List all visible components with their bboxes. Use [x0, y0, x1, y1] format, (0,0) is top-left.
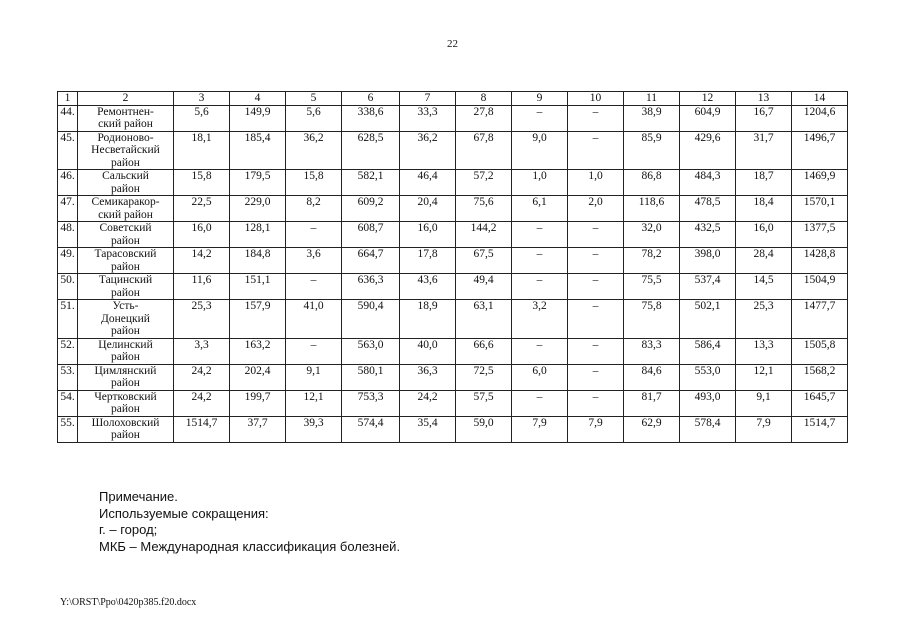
value-cell: 16,0 [736, 222, 792, 248]
value-cell: 179,5 [230, 170, 286, 196]
value-cell: 20,4 [400, 196, 456, 222]
value-cell: 1377,5 [792, 222, 848, 248]
value-cell: 609,2 [342, 196, 400, 222]
district-name [78, 364, 174, 390]
column-header: 12 [680, 92, 736, 106]
value-cell: 586,4 [680, 338, 736, 364]
value-cell: – [512, 274, 568, 300]
value-cell: 15,8 [174, 170, 230, 196]
value-cell: 31,7 [736, 131, 792, 170]
value-cell: 18,4 [736, 196, 792, 222]
column-header: 14 [792, 92, 848, 106]
value-cell: 6,1 [512, 196, 568, 222]
value-cell: 128,1 [230, 222, 286, 248]
value-cell: 628,5 [342, 131, 400, 170]
value-cell: 7,9 [736, 416, 792, 442]
value-cell: 43,6 [400, 274, 456, 300]
district-name-line: Сальский [102, 170, 149, 182]
value-cell: 563,0 [342, 338, 400, 364]
notes-line: МКБ – Международная классификация болезней. [99, 538, 401, 554]
value-cell: 24,2 [174, 364, 230, 390]
district-name-line: район [111, 429, 140, 441]
value-cell: 1204,6 [792, 105, 848, 131]
row-number: 51. [58, 300, 78, 339]
value-cell: 1568,2 [792, 364, 848, 390]
statistics-table [57, 91, 848, 443]
value-cell: 12,1 [286, 390, 342, 416]
value-cell: 63,1 [456, 300, 512, 339]
value-cell: 118,6 [624, 196, 680, 222]
value-cell: – [568, 338, 624, 364]
value-cell: 57,5 [456, 390, 512, 416]
value-cell: 32,0 [624, 222, 680, 248]
value-cell: 1477,7 [792, 300, 848, 339]
column-header: 1 [58, 92, 78, 106]
value-cell: 580,1 [342, 364, 400, 390]
district-name-line: район [111, 286, 140, 299]
notes-block [99, 489, 400, 555]
value-cell: 1,0 [512, 170, 568, 196]
row-number: 55. [58, 416, 78, 442]
value-cell: 15,8 [286, 170, 342, 196]
table-row [58, 416, 848, 442]
value-cell: – [512, 390, 568, 416]
table-row [58, 274, 848, 300]
row-number: 53. [58, 364, 78, 390]
value-cell: – [286, 274, 342, 300]
table-row [58, 338, 848, 364]
table-row [58, 222, 848, 248]
value-cell: 46,4 [400, 170, 456, 196]
value-cell: 151,1 [230, 274, 286, 300]
value-cell: 5,6 [174, 105, 230, 131]
district-name-line: район [111, 403, 140, 415]
value-cell: 38,9 [624, 105, 680, 131]
row-number: 46. [58, 170, 78, 196]
district-name-line: Шолоховский [91, 416, 160, 429]
district-name-line: Несветайский [91, 144, 160, 156]
district-name [78, 300, 174, 339]
table-row [58, 248, 848, 274]
district-name-line: ский район [98, 208, 153, 221]
table-row [58, 196, 848, 222]
value-cell: 185,4 [230, 131, 286, 170]
value-cell: 78,2 [624, 248, 680, 274]
column-header: 5 [286, 92, 342, 106]
value-cell: 636,3 [342, 274, 400, 300]
table-row [58, 131, 848, 170]
column-header: 8 [456, 92, 512, 106]
table-header-row [58, 92, 848, 106]
value-cell: 13,3 [736, 338, 792, 364]
notes-title: Примечание. [99, 489, 178, 504]
value-cell: 18,7 [736, 170, 792, 196]
value-cell: 72,5 [456, 364, 512, 390]
value-cell: 608,7 [342, 222, 400, 248]
value-cell: 37,7 [230, 416, 286, 442]
value-cell: – [568, 300, 624, 339]
district-name [78, 416, 174, 442]
value-cell: 553,0 [680, 364, 736, 390]
table-row [58, 170, 848, 196]
value-cell: 6,0 [512, 364, 568, 390]
value-cell: 5,6 [286, 105, 342, 131]
column-header: 11 [624, 92, 680, 106]
district-name [78, 338, 174, 364]
district-name-line: Усть- [112, 300, 139, 312]
value-cell: 1514,7 [174, 416, 230, 442]
column-header: 2 [78, 92, 174, 106]
value-cell: – [568, 131, 624, 170]
value-cell: 2,0 [568, 196, 624, 222]
value-cell: 16,7 [736, 105, 792, 131]
notes-line: г. – город; [99, 522, 158, 537]
table-body [58, 105, 848, 442]
value-cell: 184,8 [230, 248, 286, 274]
value-cell: – [512, 105, 568, 131]
value-cell: 493,0 [680, 390, 736, 416]
value-cell: 14,5 [736, 274, 792, 300]
column-header: 9 [512, 92, 568, 106]
value-cell: 8,2 [286, 196, 342, 222]
value-cell: 27,8 [456, 105, 512, 131]
value-cell: 1428,8 [792, 248, 848, 274]
value-cell: 9,1 [736, 390, 792, 416]
value-cell: – [512, 338, 568, 364]
value-cell: 22,5 [174, 196, 230, 222]
column-header: 6 [342, 92, 400, 106]
value-cell: 11,6 [174, 274, 230, 300]
district-name-line: Ремонтнен- [97, 105, 154, 118]
value-cell: 62,9 [624, 416, 680, 442]
district-name-line: Чертковский [94, 390, 157, 403]
district-name-line: Семикаракор- [91, 196, 160, 208]
district-name [78, 222, 174, 248]
value-cell: – [568, 248, 624, 274]
district-name-line: район [111, 351, 140, 363]
value-cell: 39,3 [286, 416, 342, 442]
district-name-line: Цимлянский [94, 364, 157, 377]
value-cell: – [512, 248, 568, 274]
value-cell: 7,9 [512, 416, 568, 442]
value-cell: 1570,1 [792, 196, 848, 222]
value-cell: 149,9 [230, 105, 286, 131]
value-cell: 9,1 [286, 364, 342, 390]
value-cell: 202,4 [230, 364, 286, 390]
column-header: 4 [230, 92, 286, 106]
district-name-line: Тацинский [98, 274, 153, 286]
value-cell: 40,0 [400, 338, 456, 364]
value-cell: 604,9 [680, 105, 736, 131]
district-name-line: Советский [99, 222, 152, 234]
column-header: 3 [174, 92, 230, 106]
value-cell: 1,0 [568, 170, 624, 196]
value-cell: 75,5 [624, 274, 680, 300]
table-row [58, 300, 848, 339]
row-number: 47. [58, 196, 78, 222]
value-cell: 9,0 [512, 131, 568, 170]
value-cell: 49,4 [456, 274, 512, 300]
value-cell: 36,3 [400, 364, 456, 390]
value-cell: – [512, 222, 568, 248]
value-cell: 3,3 [174, 338, 230, 364]
table-row [58, 105, 848, 131]
row-number: 52. [58, 338, 78, 364]
value-cell: 1505,8 [792, 338, 848, 364]
value-cell: 18,9 [400, 300, 456, 339]
footer-file-path: Y:\ORST\Ppo\0420p385.f20.docx [60, 597, 197, 608]
value-cell: 578,4 [680, 416, 736, 442]
value-cell: 59,0 [456, 416, 512, 442]
district-name-line: район [111, 377, 140, 389]
district-name-line: Родионово- [97, 131, 154, 144]
district-name [78, 105, 174, 131]
value-cell: 590,4 [342, 300, 400, 339]
district-name [78, 248, 174, 274]
value-cell: 17,8 [400, 248, 456, 274]
value-cell: 1645,7 [792, 390, 848, 416]
value-cell: 36,2 [286, 131, 342, 170]
value-cell: 14,2 [174, 248, 230, 274]
value-cell: 36,2 [400, 131, 456, 170]
value-cell: 502,1 [680, 300, 736, 339]
value-cell: 3,6 [286, 248, 342, 274]
value-cell: 57,2 [456, 170, 512, 196]
value-cell: 18,1 [174, 131, 230, 170]
value-cell: 12,1 [736, 364, 792, 390]
row-number: 50. [58, 274, 78, 300]
value-cell: 582,1 [342, 170, 400, 196]
value-cell: 753,3 [342, 390, 400, 416]
row-number: 54. [58, 390, 78, 416]
value-cell: – [568, 274, 624, 300]
district-name-line: район [111, 260, 140, 273]
value-cell: 84,6 [624, 364, 680, 390]
value-cell: 86,8 [624, 170, 680, 196]
value-cell: 35,4 [400, 416, 456, 442]
value-cell: – [568, 105, 624, 131]
value-cell: 83,3 [624, 338, 680, 364]
value-cell: 199,7 [230, 390, 286, 416]
value-cell: 144,2 [456, 222, 512, 248]
row-number: 48. [58, 222, 78, 248]
district-name-line: ский район [98, 118, 153, 130]
value-cell: 25,3 [736, 300, 792, 339]
district-name-line: район [111, 325, 140, 337]
district-name-line: Донецкий [101, 312, 150, 325]
row-number: 44. [58, 105, 78, 131]
value-cell: – [568, 222, 624, 248]
value-cell: 67,8 [456, 131, 512, 170]
value-cell: 33,3 [400, 105, 456, 131]
value-cell: 163,2 [230, 338, 286, 364]
value-cell: 574,4 [342, 416, 400, 442]
value-cell: 398,0 [680, 248, 736, 274]
column-header: 13 [736, 92, 792, 106]
value-cell: 75,8 [624, 300, 680, 339]
value-cell: 1504,9 [792, 274, 848, 300]
district-name-line: район [111, 234, 140, 247]
district-name [78, 196, 174, 222]
value-cell: 229,0 [230, 196, 286, 222]
column-header: 7 [400, 92, 456, 106]
column-header: 10 [568, 92, 624, 106]
district-name-line: район [111, 156, 140, 169]
value-cell: 1514,7 [792, 416, 848, 442]
value-cell: 338,6 [342, 105, 400, 131]
value-cell: 41,0 [286, 300, 342, 339]
value-cell: 7,9 [568, 416, 624, 442]
district-name-line: Целинский [98, 338, 153, 351]
value-cell: 664,7 [342, 248, 400, 274]
table-row [58, 390, 848, 416]
value-cell: 3,2 [512, 300, 568, 339]
value-cell: 478,5 [680, 196, 736, 222]
value-cell: 537,4 [680, 274, 736, 300]
district-name [78, 390, 174, 416]
value-cell: – [286, 222, 342, 248]
value-cell: 25,3 [174, 300, 230, 339]
value-cell: 81,7 [624, 390, 680, 416]
page-number: 22 [447, 38, 458, 50]
value-cell: 67,5 [456, 248, 512, 274]
value-cell: 1496,7 [792, 131, 848, 170]
row-number: 49. [58, 248, 78, 274]
value-cell: 1469,9 [792, 170, 848, 196]
value-cell: 432,5 [680, 222, 736, 248]
district-name [78, 170, 174, 196]
value-cell: 16,0 [174, 222, 230, 248]
row-number: 45. [58, 131, 78, 170]
district-name-line: Тарасовский [94, 248, 157, 260]
value-cell: – [286, 338, 342, 364]
value-cell: 75,6 [456, 196, 512, 222]
value-cell: 484,3 [680, 170, 736, 196]
value-cell: 85,9 [624, 131, 680, 170]
value-cell: 429,6 [680, 131, 736, 170]
value-cell: 66,6 [456, 338, 512, 364]
value-cell: 157,9 [230, 300, 286, 339]
value-cell: 24,2 [400, 390, 456, 416]
value-cell: 28,4 [736, 248, 792, 274]
value-cell: 16,0 [400, 222, 456, 248]
table-row [58, 364, 848, 390]
value-cell: – [568, 364, 624, 390]
value-cell: – [568, 390, 624, 416]
notes-line: Используемые сокращения: [99, 505, 269, 521]
district-name [78, 274, 174, 300]
district-name [78, 131, 174, 170]
value-cell: 24,2 [174, 390, 230, 416]
district-name-line: район [111, 182, 140, 195]
